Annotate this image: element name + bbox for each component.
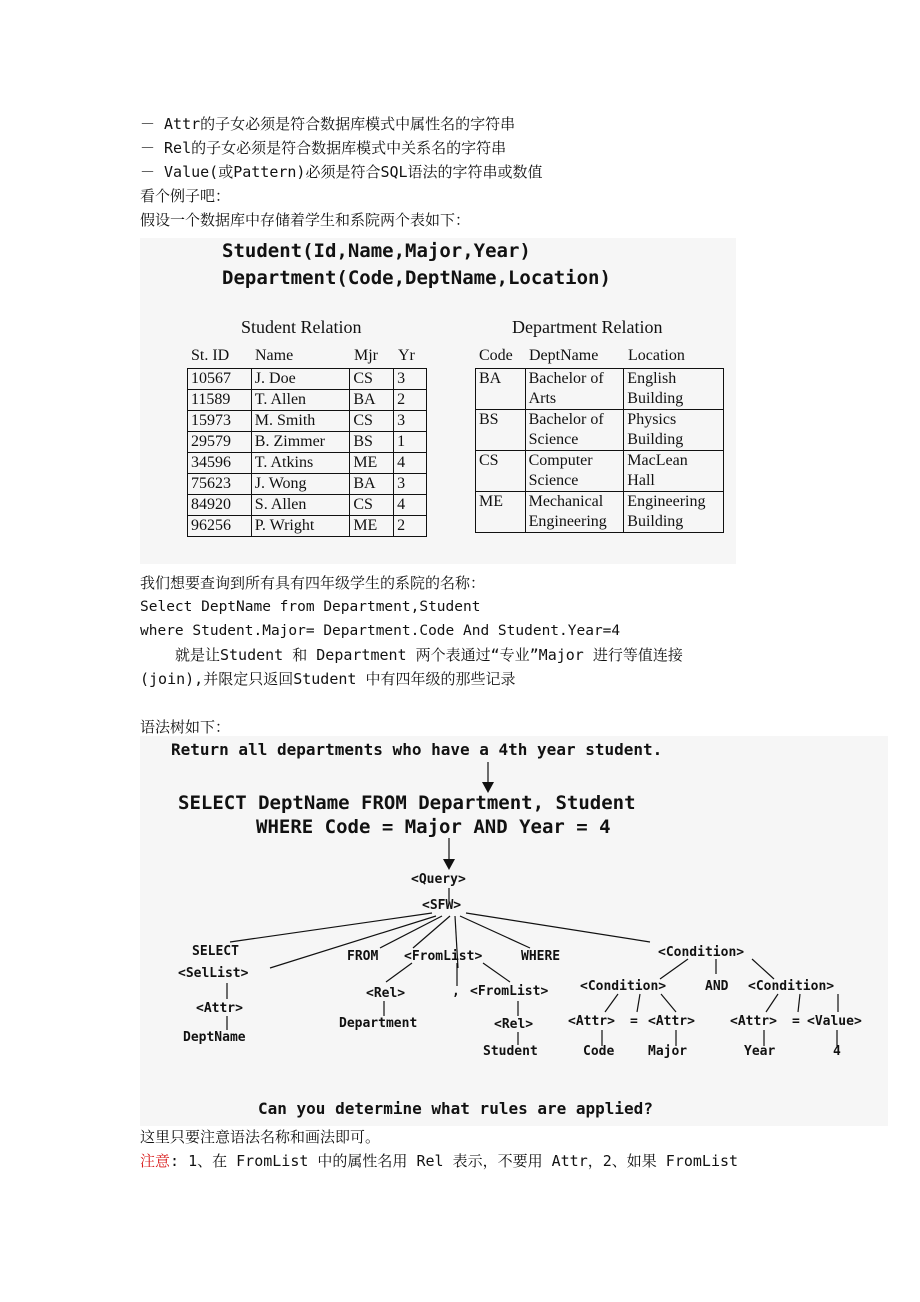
node-fromlist-2: <FromList> — [470, 984, 549, 999]
student-cell: 75623 — [188, 474, 252, 495]
department-cell: Physics Building — [624, 410, 724, 451]
department-cell: MacLean Hall — [624, 451, 724, 492]
bullet-line: － Value(或Pattern)必须是符合SQL语法的字符串或数值 — [140, 163, 543, 181]
node-major: Major — [648, 1044, 688, 1059]
student-cell: 96256 — [188, 516, 252, 537]
node-four: 4 — [833, 1044, 841, 1059]
student-cell: 3 — [394, 474, 427, 495]
department-cell: BS — [476, 410, 526, 451]
tree-sql-1: SELECT DeptName FROM Department, Student — [178, 792, 636, 814]
student-relation-title: Student Relation — [241, 317, 362, 337]
student-cell: ME — [350, 516, 394, 537]
tree-footer: Can you determine what rules are applied? — [258, 1099, 653, 1118]
student-row — [188, 390, 427, 411]
node-attr-major: <Attr> — [648, 1014, 695, 1029]
bullet-line: － Rel的子女必须是符合数据库模式中关系名的字符串 — [140, 139, 507, 157]
department-cell: ME — [476, 492, 526, 533]
student-cell: 34596 — [188, 453, 252, 474]
node-eq-1: = — [630, 1014, 638, 1029]
dept-header-code: Code — [479, 347, 513, 364]
department-row — [476, 451, 724, 492]
student-header-major: Mjr — [354, 347, 378, 364]
student-cell: 2 — [394, 516, 427, 537]
bullet-line: － Attr的子女必须是符合数据库模式中属性名的字符串 — [140, 115, 516, 133]
student-table — [187, 368, 427, 537]
explain-line-1: 就是让Student 和 Department 两个表通过“专业”Major 进行等值连接 — [175, 646, 683, 664]
node-where: WHERE — [521, 949, 561, 964]
tree-sql-2: WHERE Code = Major AND Year = 4 — [256, 816, 611, 838]
node-and: AND — [705, 979, 729, 994]
student-cell: T. Atkins — [251, 453, 350, 474]
department-row — [476, 369, 724, 410]
student-header-name: Name — [255, 347, 294, 364]
student-cell: 29579 — [188, 432, 252, 453]
student-row — [188, 369, 427, 390]
student-cell: 3 — [394, 369, 427, 390]
student-header-id: St. ID — [191, 347, 230, 364]
student-cell: ME — [350, 453, 394, 474]
node-condition-right: <Condition> — [748, 979, 835, 994]
department-cell: BA — [476, 369, 526, 410]
node-select: SELECT — [192, 944, 239, 959]
node-attr-1: <Attr> — [196, 1001, 243, 1016]
student-cell: T. Allen — [251, 390, 350, 411]
student-cell: B. Zimmer — [251, 432, 350, 453]
node-year: Year — [744, 1044, 776, 1059]
department-table — [475, 368, 724, 533]
department-cell: English Building — [624, 369, 724, 410]
example-line: 看个例子吧： — [140, 187, 231, 205]
student-cell: BA — [350, 474, 394, 495]
closing-line: 这里只要注意语法名称和画法即可。 — [140, 1128, 381, 1146]
student-cell: 15973 — [188, 411, 252, 432]
note-line — [140, 1150, 738, 1172]
department-cell: Mechanical Engineering — [525, 492, 624, 533]
node-rel-1: <Rel> — [366, 986, 406, 1001]
student-row — [188, 474, 427, 495]
student-schema: Student(Id,Name,Major,Year) — [222, 240, 531, 262]
query-lead: 我们想要查询到所有具有四年级学生的系院的名称： — [140, 574, 486, 592]
student-cell: 4 — [394, 495, 427, 516]
department-cell: Bachelor of Arts — [525, 369, 624, 410]
student-cell: BA — [350, 390, 394, 411]
node-attr-code: <Attr> — [568, 1014, 615, 1029]
student-cell: CS — [350, 411, 394, 432]
relations-figure — [140, 238, 736, 564]
sql-line-1: Select DeptName from Department,Student — [140, 599, 481, 615]
explain-line-2: (join),并限定只返回Student 中有四年级的那些记录 — [140, 670, 516, 688]
department-schema: Department(Code,DeptName,Location) — [222, 267, 611, 289]
student-row — [188, 453, 427, 474]
tree-caption: 语法树如下： — [140, 718, 231, 736]
student-cell: BS — [350, 432, 394, 453]
department-cell: Bachelor of Science — [525, 410, 624, 451]
node-eq-2: = — [792, 1014, 800, 1029]
node-sellist: <SelList> — [178, 966, 249, 981]
department-relation-title: Department Relation — [512, 317, 663, 337]
student-header-year: Yr — [398, 347, 415, 364]
student-cell: M. Smith — [251, 411, 350, 432]
student-cell: J. Doe — [251, 369, 350, 390]
department-row — [476, 410, 724, 451]
node-student: Student — [483, 1044, 538, 1059]
node-query: <Query> — [411, 872, 466, 887]
student-row — [188, 516, 427, 537]
student-cell: J. Wong — [251, 474, 350, 495]
node-fromlist-1: <FromList> — [404, 949, 483, 964]
student-cell: 10567 — [188, 369, 252, 390]
student-cell: P. Wright — [251, 516, 350, 537]
tree-question: Return all departments who have a 4th year student. — [171, 740, 663, 759]
parse-tree-figure — [140, 736, 888, 1126]
department-row — [476, 492, 724, 533]
dept-header-name: DeptName — [529, 347, 599, 364]
node-value: <Value> — [807, 1014, 862, 1029]
student-row — [188, 411, 427, 432]
node-condition-left: <Condition> — [580, 979, 667, 994]
node-code: Code — [583, 1044, 615, 1059]
student-cell: S. Allen — [251, 495, 350, 516]
node-condition-top: <Condition> — [658, 945, 745, 960]
student-cell: 11589 — [188, 390, 252, 411]
student-cell: 4 — [394, 453, 427, 474]
student-cell: 1 — [394, 432, 427, 453]
note-text: : 1、在 FromList 中的属性名用 Rel 表示，不要用 Attr，2、如果 FromList — [170, 1152, 739, 1170]
node-attr-year: <Attr> — [730, 1014, 777, 1029]
student-cell: 84920 — [188, 495, 252, 516]
note-label: 注意 — [140, 1152, 171, 1170]
student-cell: 2 — [394, 390, 427, 411]
student-row — [188, 432, 427, 453]
node-deptname: DeptName — [183, 1030, 246, 1045]
student-row — [188, 495, 427, 516]
department-cell: Engineering Building — [624, 492, 724, 533]
student-cell: CS — [350, 369, 394, 390]
node-sfw: <SFW> — [422, 898, 462, 913]
node-rel-2: <Rel> — [494, 1017, 534, 1032]
node-comma: , — [452, 984, 460, 999]
student-cell: 3 — [394, 411, 427, 432]
student-cell: CS — [350, 495, 394, 516]
node-from: FROM — [347, 949, 379, 964]
sql-line-2: where Student.Major= Department.Code And Student.Year=4 — [140, 623, 621, 639]
dept-header-location: Location — [628, 347, 685, 364]
department-cell: Computer Science — [525, 451, 624, 492]
department-cell: CS — [476, 451, 526, 492]
assume-line: 假设一个数据库中存储着学生和系院两个表如下： — [140, 211, 471, 229]
node-department: Department — [339, 1016, 418, 1031]
